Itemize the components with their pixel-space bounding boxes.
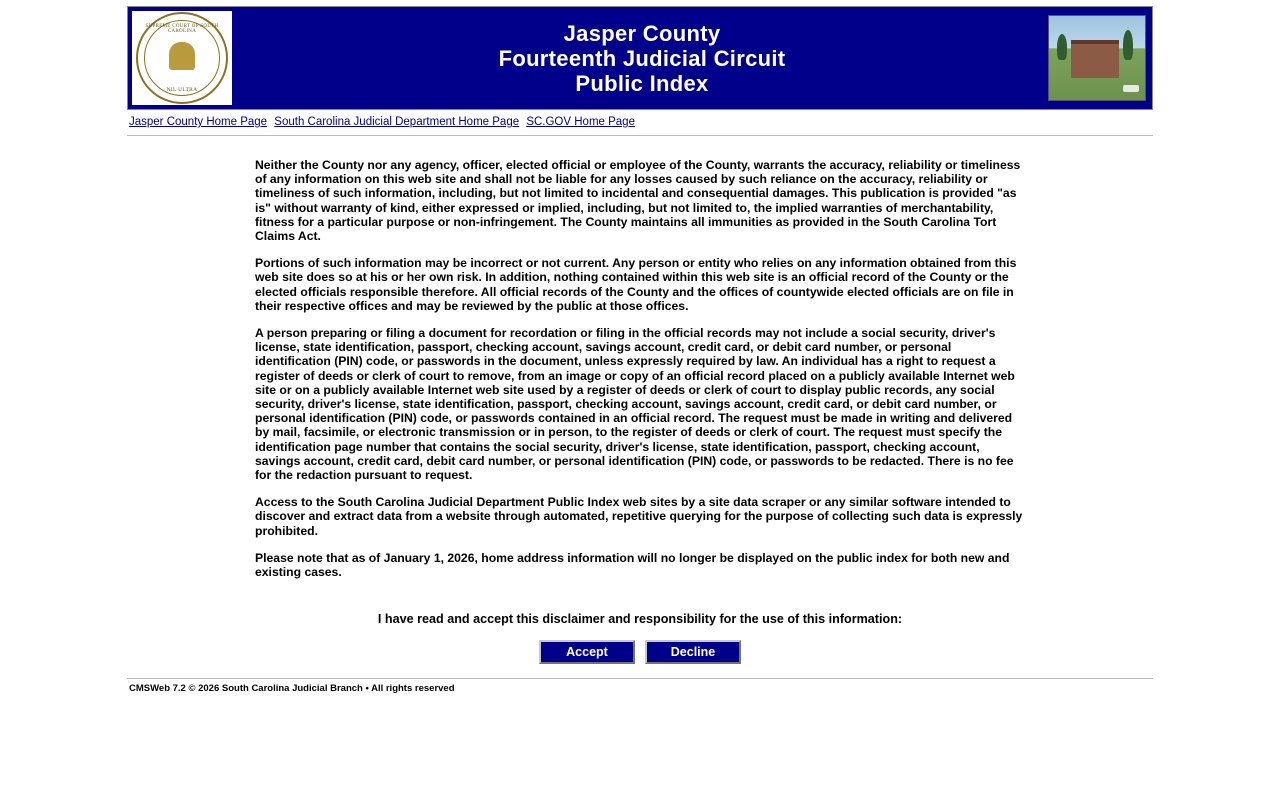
- courthouse-building: [1071, 40, 1119, 78]
- accept-button[interactable]: Accept: [539, 640, 635, 664]
- disclaimer-paragraph-1: Neither the County nor any agency, officer, elected official or employee of the County, warrants the accuracy, reliability or timeliness of any information on this web site and shall not be liable for any losses caused by such reliance on the accuracy, reliability or timeliness of such information, including, but not limited to incidental and consequential damages. This publication is provided "as is" without warranty of kind, either expressed or implied, including, but not limited to, the implied warranties of merchantability, fitness for a particular purpose or non-infringement. The County maintains all immunities as provided in the South Carolina Tort Claims Act.: [255, 158, 1021, 244]
- disclaimer-paragraph-4: Access to the South Carolina Judicial Department Public Index web sites by a site data scraper or any similar software intended to discover and extract data from a website through automated, repetitive querying for the purpose of collecting such data is expressly prohibited.: [255, 495, 1023, 538]
- nav-link-sc-judicial-home[interactable]: South Carolina Judicial Department Home Page: [274, 116, 520, 128]
- disclaimer-paragraph-3: A person preparing or filing a document for recordation or filing in the official records may not include a social security, driver's license, state identification, passport, checking account, savings account, credit card, or debit card number, or personal identification (PIN) code, or passwords in the document, unless expressly required by law. An individual has a right to request a register of deeds or clerk of court to remove, from an image or copy of an official record placed on a publicly available Internet web site or on a publicly available Internet web site used by a register of deeds or clerk of court to display public records, any social security, driver's license, state identification, passport, checking account, savings account, credit card, or debit card number, or personal identification (PIN) code, or passwords contained in an official record. The request must be made in writing and delivered by mail, facsimile, or electronic transmission or in person, to the register of deeds or clerk of court. The request must specify the identification page number that contains the social security, driver's license, state identification, passport, checking account, savings account, credit card, debit card number, or personal identification (PIN) code, or passwords to be redacted. There is no fee for the redaction pursuant to request.: [255, 326, 1015, 483]
- nav-link-scgov-home[interactable]: SC.GOV Home Page: [526, 116, 635, 128]
- nav-link-jasper-county-home[interactable]: Jasper County Home Page: [129, 116, 268, 128]
- seal-top-text: SUPREME COURT OF SOUTH CAROLINA: [145, 24, 219, 34]
- seal-figure: [169, 42, 195, 70]
- disclaimer-paragraph-5: Please note that as of January 1, 2026, home address information will no longer be displayed on the public index for both new and existing cases.: [255, 550, 1010, 580]
- car-icon: [1123, 85, 1139, 92]
- footer-text: CMSWeb 7.2 © 2026 South Carolina Judicial Branch • All rights reserved: [129, 683, 455, 695]
- title-line-circuit: Fourteenth Judicial Circuit: [498, 45, 786, 71]
- tree-icon: [1057, 34, 1067, 60]
- site-header-banner: [127, 6, 1153, 110]
- navigation-bar: [127, 110, 1153, 136]
- courthouse-photo: [1048, 15, 1146, 101]
- decline-button[interactable]: Decline: [645, 640, 741, 664]
- disclaimer-content: [255, 136, 1025, 664]
- button-row: [255, 640, 1025, 664]
- palm-tree-icon: [1123, 30, 1133, 60]
- disclaimer-paragraph-2: Portions of such information may be incorrect or not current. Any person or entity who relies on any information obtained from this web site does so at his or her own risk. In addition, nothing contained within this web site is an official record of the County or the elected officials responsible therefore. All official records of the County and the offices of countywide elected officials are on file in their respective offices and may be reviewed by the public at those offices.: [255, 256, 1017, 313]
- title-line-public-index: Public Index: [575, 70, 709, 96]
- accept-prompt: I have read and accept this disclaimer and responsibility for the use of this information:: [377, 612, 903, 627]
- page-title: [236, 7, 1048, 109]
- seal-bottom-text: NIL ULTRA: [166, 87, 198, 93]
- seal-container: [130, 9, 234, 107]
- supreme-court-seal-icon: [136, 12, 228, 104]
- page-container: [127, 0, 1153, 698]
- title-line-county: Jasper County: [563, 20, 721, 46]
